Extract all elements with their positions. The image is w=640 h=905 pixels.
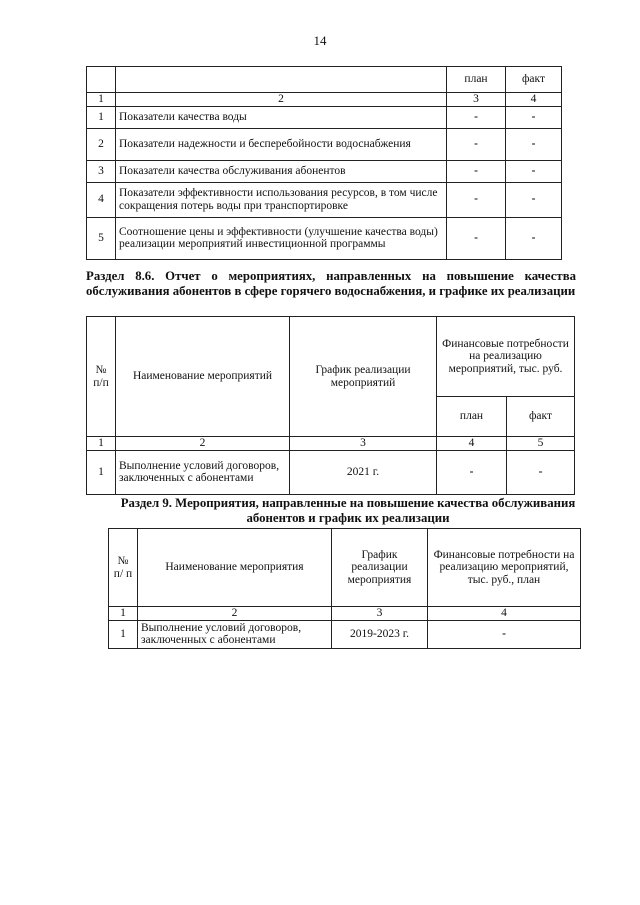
row-number: 2 [87,128,116,160]
column-number: 4 [437,437,507,451]
table-row [87,106,562,128]
table-row [87,450,575,494]
plan-header: план [447,67,506,93]
table-row [87,182,562,217]
section-8-6-heading: Раздел 8.6. Отчет о мероприятиях, направленных на повышение качества обслуживания абонентов в сфере горячего водоснабжения, и графике их реализации [86,269,576,298]
column-number: 3 [290,437,437,451]
table-cell [116,67,447,93]
table-row [87,128,562,160]
column-number: 2 [116,437,290,451]
table-header-row [109,529,581,607]
section-9-heading: Раздел 9. Мероприятия, направленные на повышение качества обслуживания абонентов и график их реализации [120,496,576,525]
row-number: 5 [87,217,116,259]
plan-value: - [447,217,506,259]
indicator-name: Показатели качества обслуживания абонентов [116,160,447,182]
fact-value: - [507,450,575,494]
number-header: № п/п [87,317,116,437]
row-number: 4 [87,182,116,217]
finance-header: Финансовые потребности на реализацию мероприятий, тыс. руб. [437,317,575,397]
name-header: Наименование мероприятий [116,317,290,437]
schedule-header: График реализации мероприятий [290,317,437,437]
column-number: 4 [506,93,562,107]
plan-value: - [447,160,506,182]
column-number: 5 [507,437,575,451]
fact-value: - [506,128,562,160]
finance-header: Финансовые потребности на реализацию мероприятий, тыс. руб., план [428,529,581,607]
column-number-row [87,93,562,107]
row-number: 3 [87,160,116,182]
service-events-table [108,528,581,649]
column-number-row [87,437,575,451]
plan-value: - [447,128,506,160]
column-number: 3 [447,93,506,107]
fact-value: - [506,182,562,217]
table-row [87,217,562,259]
column-number: 2 [116,93,447,107]
quality-indicators-table [86,66,562,260]
row-number: 1 [87,450,116,494]
number-header: № п/ п [109,529,138,607]
finance-value: - [428,620,581,648]
fact-header: факт [506,67,562,93]
indicator-name: Показатели качества воды [116,106,447,128]
fact-value: - [506,106,562,128]
column-number: 2 [138,607,332,621]
column-number-row [109,607,581,621]
schedule-value: 2021 г. [290,450,437,494]
schedule-header: График реализации мероприятия [332,529,428,607]
schedule-value: 2019-2023 г. [332,620,428,648]
column-number: 1 [109,607,138,621]
event-name: Выполнение условий договоров, заключенных с абонентами [138,620,332,648]
table-cell [87,67,116,93]
name-header: Наименование мероприятия [138,529,332,607]
page-number: 14 [313,33,327,48]
plan-header: план [437,397,507,437]
table-row [87,160,562,182]
fact-value: - [506,160,562,182]
indicator-name: Показатели эффективности использования ресурсов, в том числе сокращения потерь воды при транспортировке [116,182,447,217]
column-number: 4 [428,607,581,621]
event-name: Выполнение условий договоров, заключенных с абонентами [116,450,290,494]
column-number: 3 [332,607,428,621]
fact-value: - [506,217,562,259]
plan-value: - [447,106,506,128]
row-number: 1 [87,106,116,128]
table-header-row [87,317,575,397]
column-number: 1 [87,93,116,107]
fact-header: факт [507,397,575,437]
row-number: 1 [109,620,138,648]
column-number: 1 [87,437,116,451]
indicator-name: Показатели надежности и бесперебойности водоснабжения [116,128,447,160]
plan-value: - [437,450,507,494]
table-header-row [87,67,562,93]
indicator-name: Соотношение цены и эффективности (улучшение качества воды) реализации мероприятий инвестиционной программы [116,217,447,259]
table-row [109,620,581,648]
plan-value: - [447,182,506,217]
hot-water-events-table [86,316,575,495]
